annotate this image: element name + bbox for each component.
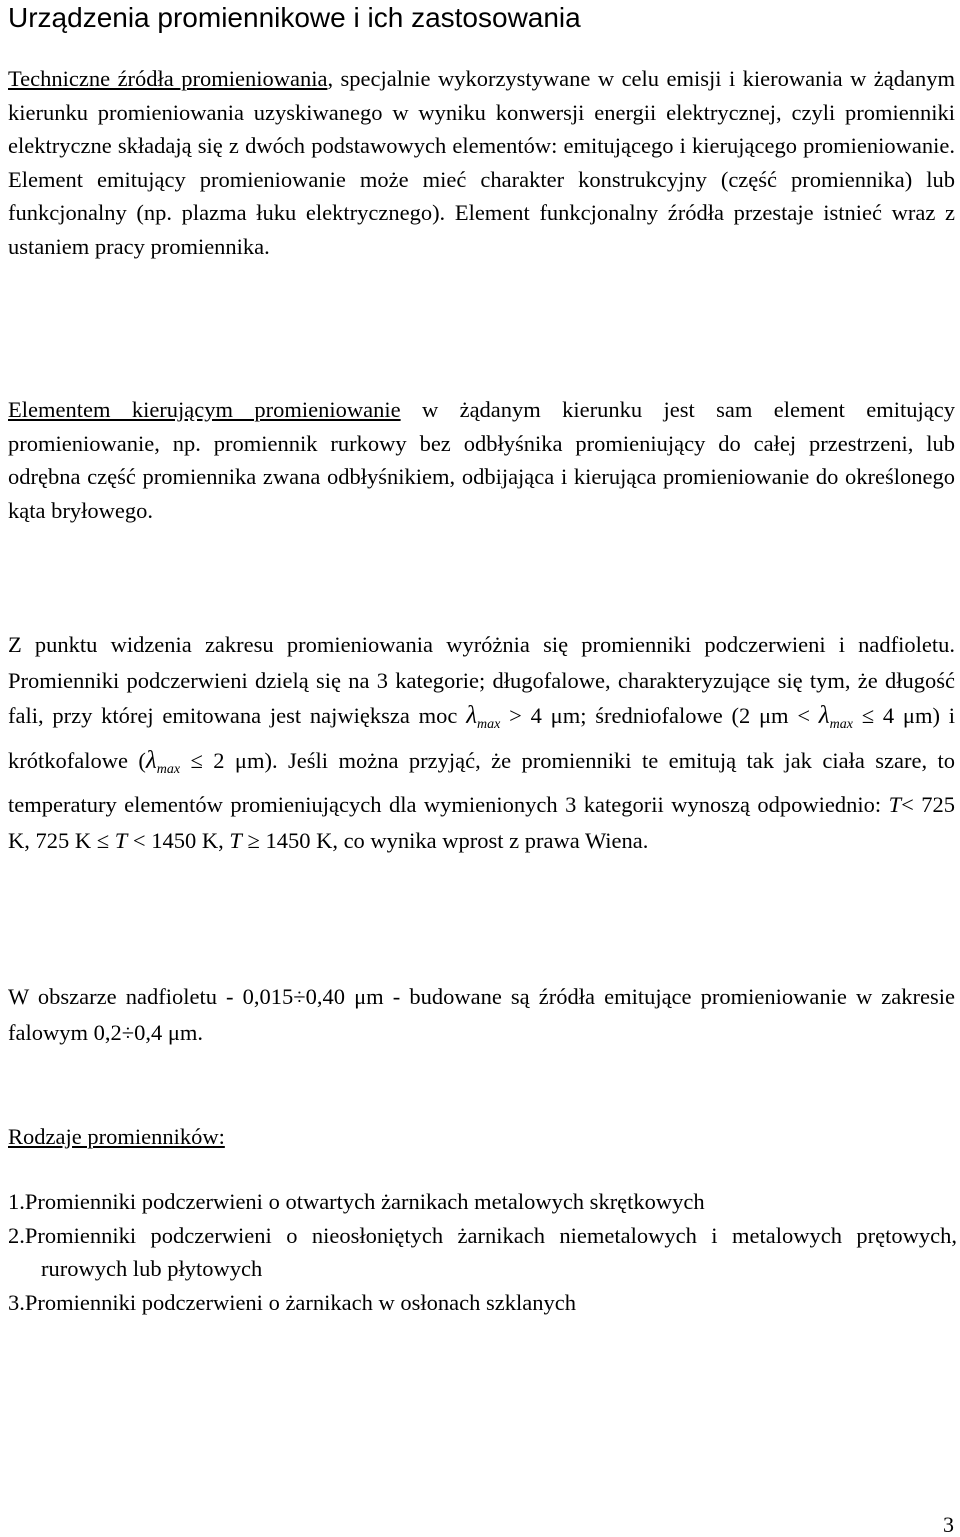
subscript-max: max: [477, 717, 501, 732]
subscript-max: max: [829, 717, 853, 732]
page-number: 3: [943, 1512, 954, 1537]
page-title: Urządzenia promiennikowe i ich zastosowania: [8, 2, 581, 33]
term-technical-sources: Techniczne źródła promieniowania: [8, 66, 328, 91]
temperature-symbol: T: [888, 792, 902, 817]
text-segment: Z punktu widzenia zakresu promieniowania wyróżnia się promienniki podczerwieni i nadfioletu. Promienniki podczerwieni dzielą się na 3 kategorie; długofalowe, charakteryzujące się tym, że długość fali, przy której emitowana jest największa moc: [8, 632, 955, 728]
paragraph-directing-element: [8, 393, 955, 527]
list-heading: Rodzaje promienników:: [8, 1124, 225, 1149]
paragraph-infrared-categories: [8, 627, 955, 858]
temperature-symbol: T: [229, 827, 242, 853]
emitter-types-list: [8, 1185, 957, 1319]
lambda-symbol: λ: [145, 746, 157, 774]
text-segment: < 1450 K,: [127, 827, 230, 853]
temperature-symbol: T: [114, 827, 128, 853]
paragraph-ultraviolet: W obszarze nadfioletu - 0,015÷0,40 μm - budowane są źródła emitujące promieniowanie w zakresie falowym 0,2÷0,4 μm.: [8, 984, 955, 1045]
paragraph-directing-text: w żądanym kierunku jest sam element emitujący promieniowanie, np. promiennik rurkowy bez odbłyśnika promieniujący do całej przestrzeni, lub odrębna część promiennika zwana odbłyśnikiem, odbijająca i kierująca promieniowanie do określonego kąta bryłowego.: [8, 397, 956, 523]
text-segment: ≥ 1450 K, co wynika wprost z prawa Wiena.: [241, 827, 649, 853]
list-item: 3.Promienniki podczerwieni o żarnikach w osłonach szklanych: [8, 1289, 576, 1315]
subscript-max: max: [156, 761, 181, 777]
paragraph-sources: [8, 62, 955, 263]
text-segment: ≤ 4 μm) i krótkofalowe (: [8, 703, 955, 773]
text-segment: < 725 K, 725 K ≤: [8, 792, 955, 853]
list-item: 1.Promienniki podczerwieni o otwartych żarnikach metalowych skrętkowych: [8, 1189, 705, 1214]
term-directing-element: Elementem kierującym promieniowanie: [8, 397, 401, 422]
lambda-symbol: λ: [818, 702, 830, 729]
lambda-symbol: λ: [466, 702, 478, 729]
text-segment: ≤ 2 μm). Jeśli można przyjąć, że promienniki te emitują tak jak ciała szare, to temperatury elementów promieniujących dla wymienionych 3 kategorii wynoszą odpowiednio:: [8, 747, 956, 817]
paragraph-sources-text: , specjalnie wykorzystywane w celu emisji i kierowania w żądanym kierunku promieniowania uzyskiwanego w wyniku konwersji energii elektrycznej, czyli promienniki elektryczne składają się z dwóch podstawowych elementów: emitującego i kierującego promieniowanie. Element emitujący promieniowanie może mieć charakter konstrukcyjny (część promiennika) lub funkcjonalny (np. plazma łuku elektrycznego). Element funkcjonalny źródła przestaje istnieć wraz z ustaniem pracy promiennika.: [8, 66, 955, 259]
list-item: 2.Promienniki podczerwieni o nieosłoniętych żarnikach niemetalowych i metalowych prętowych, rurowych lub płytowych: [8, 1222, 957, 1281]
text-segment: > 4 μm; średniofalowe (2 μm <: [500, 703, 819, 728]
